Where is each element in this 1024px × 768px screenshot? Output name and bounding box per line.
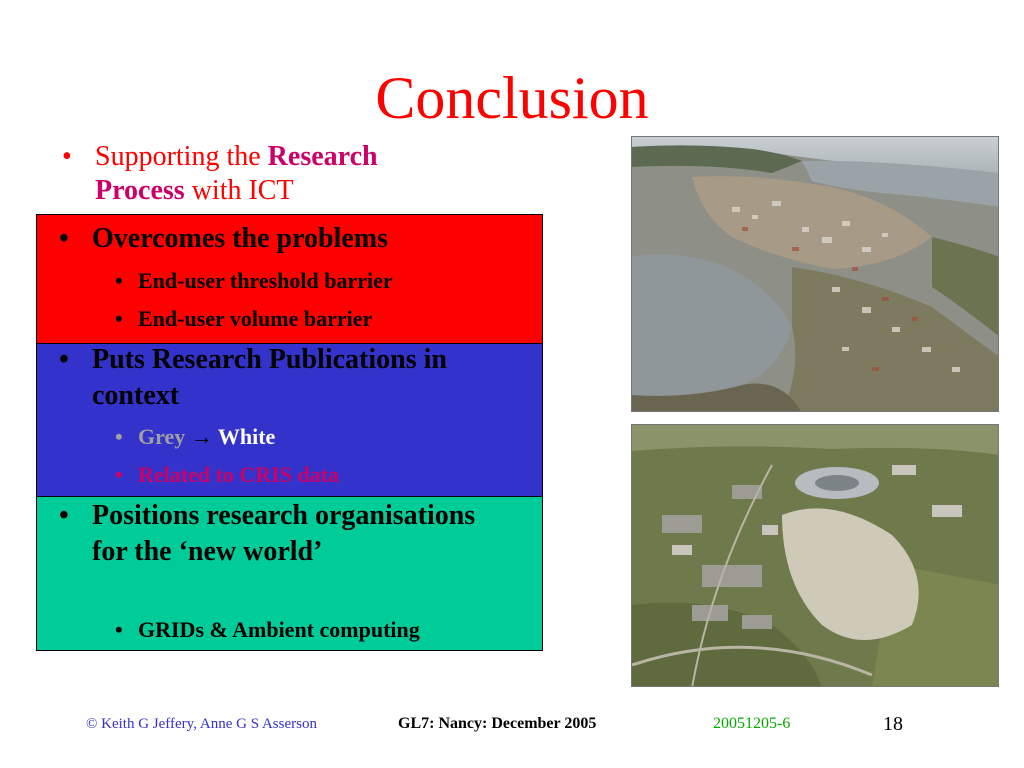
sub-bullet-text: GRIDs & Ambient computing [138, 617, 420, 642]
sub-bullet-text [138, 423, 525, 451]
aerial-synchrotron-campus-photo [631, 424, 999, 687]
footer-copyright: © Keith G Jeffery, Anne G S Asserson [86, 716, 317, 732]
aerial-city-fjord-photo [631, 136, 999, 412]
page-number: 18 [883, 713, 903, 735]
sub-bullet-related-cris [115, 461, 525, 489]
footer-doc-id: 20051205-6 [713, 715, 791, 732]
main-bullet [59, 498, 499, 570]
intro-emphasis-research: Research [267, 141, 378, 172]
intro-text [95, 140, 542, 208]
sub-bullet [115, 267, 525, 295]
bullet-dot: • [115, 462, 123, 487]
bullet-dot: • [115, 306, 123, 331]
sub-bullet [115, 616, 535, 644]
sub-bullet-text: End-user volume barrier [138, 306, 373, 331]
bullet-dot: • [62, 141, 72, 172]
box-puts-publications-in-context [36, 343, 543, 497]
bullet-dot: • [115, 424, 123, 449]
white-label: White [217, 424, 276, 449]
intro-part2: with ICT [184, 175, 294, 206]
slide-title: Conclusion [375, 65, 649, 131]
main-bullet-text: Overcomes the problems [92, 223, 389, 254]
box-positions-organisations [36, 496, 543, 651]
campus-photo-illustration [632, 425, 999, 687]
intro-bullet [62, 140, 542, 208]
intro-part1: Supporting the [95, 141, 268, 172]
main-bullet-text: Positions research organisations for the ‘new world’ [92, 500, 476, 567]
city-photo-illustration [632, 137, 999, 412]
bullet-dot: • [59, 223, 69, 254]
intro-emphasis-process: Process [95, 175, 185, 206]
sub-bullet-grey-white [115, 423, 525, 451]
sub-bullet [115, 305, 525, 333]
right-arrow-icon: → [190, 424, 213, 449]
sub-bullet-text: Related to CRIS data [138, 462, 340, 487]
grey-label: Grey [138, 424, 186, 449]
main-bullet [59, 342, 537, 414]
bullet-dot: • [115, 268, 123, 293]
bullet-dot: • [59, 500, 69, 531]
footer-event: GL7: Nancy: December 2005 [398, 715, 597, 732]
sub-bullet-text: End-user threshold barrier [138, 268, 393, 293]
box-overcomes-problems [36, 214, 543, 344]
main-bullet-text: Puts Research Publications in context [92, 344, 447, 411]
bullet-dot: • [115, 617, 123, 642]
main-bullet [59, 221, 529, 257]
bullet-dot: • [59, 344, 69, 375]
